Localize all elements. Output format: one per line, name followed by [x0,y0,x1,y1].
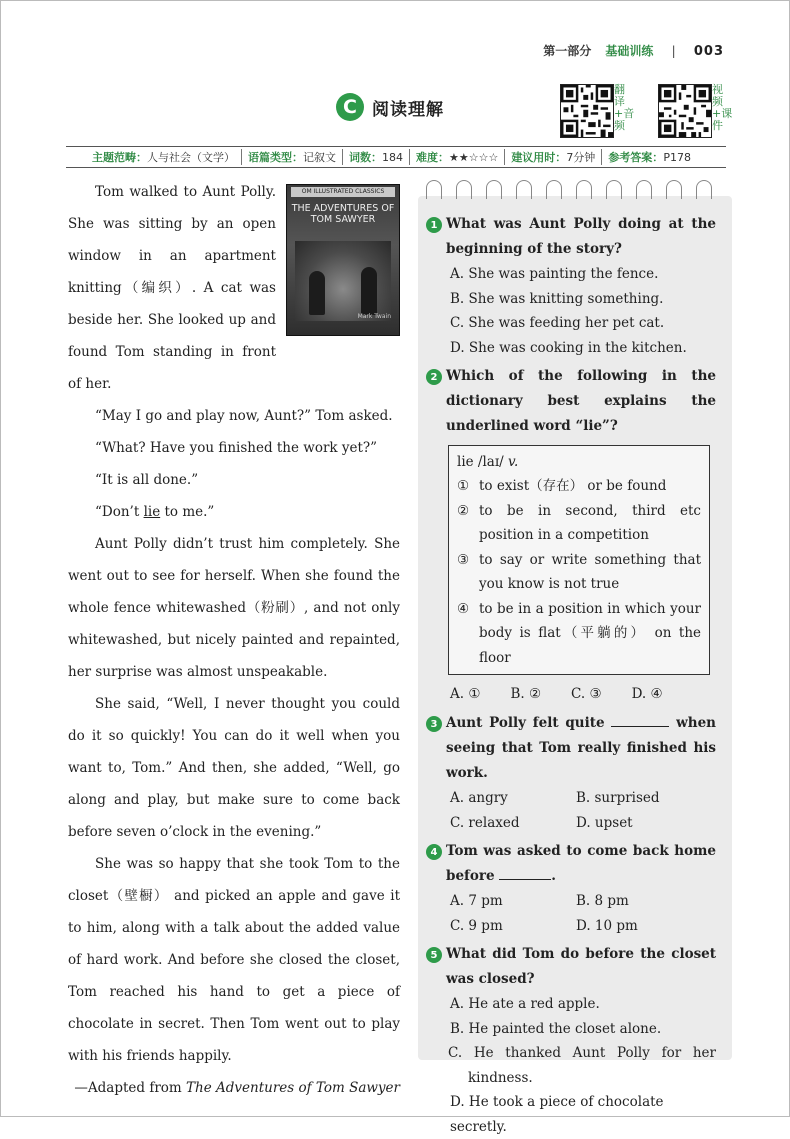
ring-icon [546,180,562,199]
question-number-badge: 4 [426,844,442,860]
reading-logo-icon: C [336,93,364,121]
question-list [426,208,716,1139]
passage-paragraph: Tom walked to Aunt Polly. She was sitting by an open window in an apartment knitting（编织）. A cat was beside her. She looked up and found Tom standing in front of her. [68,184,276,392]
question-text: Tom was asked to come back home before . [446,843,716,884]
answer-option[interactable]: C. relaxed [450,814,520,831]
answer-option[interactable]: B. She was knitting something. [450,290,664,307]
meta-answer-ref: 参考答案： P178 [601,149,697,165]
meta-word-count: 词数： 184 [342,149,409,165]
passage-paragraph: “May I go and play now, Aunt?” Tom asked. [95,408,393,424]
answer-option[interactable]: C. ③ [571,686,602,702]
header-separator: | [671,44,676,58]
answer-blank[interactable] [611,712,669,727]
ring-icon [606,180,622,199]
question-text: Aunt Polly felt quite when seeing that Tom really finished his work. [446,711,716,786]
section-heading [336,92,444,122]
meta-text-type: 语篇类型： 记叙文 [241,149,342,165]
ring-icon [426,180,442,199]
question-4 [426,839,716,889]
passage-paragraph: She was so happy that she took Tom to the closet（壁橱） and picked an apple and gave it to him, along with a talk about the added value of hard work. And before she closed the closet, Tom reached his hand to get a piece of chocolate in secret. Then Tom went out to play with his friends happily. [68,856,400,1064]
header-part: 第一部分 [543,44,592,58]
book-cover-title: THE ADVENTURES OF TOM SAWYER [291,203,395,225]
question-3 [426,711,716,786]
passage-source: —Adapted from The Adventures of Tom Sawyer [74,1080,400,1096]
answer-option[interactable]: C. She was feeding her pet cat. [450,315,665,331]
book-cover-author: Mark Twain [357,313,391,320]
dictionary-headword: lie /laɪ/ v. [457,454,519,470]
meta-difficulty: 难度： ★★☆☆☆ [409,149,504,165]
notebook-rings [420,180,730,204]
qr-code-translation[interactable] [560,84,614,138]
passage-paragraph: “It is all done.” [95,472,199,488]
meta-suggested-time: 建议用时： 7分钟 [504,149,601,165]
qr-code-video[interactable] [658,84,712,138]
question-5 [426,942,716,992]
dictionary-definition: ① to exist（存在） or be found [457,478,667,494]
answer-option[interactable]: D. He took a piece of chocolate secretly. [450,1094,664,1135]
answer-options-grid [426,889,716,938]
book-cover-band: OM ILLUSTRATED CLASSICS [291,187,395,197]
question-1 [426,212,716,262]
answer-options-row [426,681,716,707]
qr-label-video: 视频+课件 [712,83,733,132]
question-number-badge: 3 [426,716,442,732]
question-text: What did Tom do before the closet was closed? [446,946,716,987]
answer-option[interactable]: D. 10 pm [576,917,638,934]
section-title: 阅读理解 [372,99,444,120]
answer-option[interactable]: D. She was cooking in the kitchen. [450,339,687,356]
answer-option[interactable]: D. ④ [631,686,663,702]
passage-paragraph: She said, “Well, I never thought you could do it so quickly! You can do it well when you want to, Tom.” And then, she added, “Well, go along and play, but make sure to come back before seven o’clock in the evening.” [68,696,400,840]
question-number-badge: 2 [426,369,442,385]
ring-icon [666,180,682,199]
qr-label-translation: 翻译+音频 [614,83,635,132]
question-number-badge: 5 [426,947,442,963]
dictionary-definition: ② to be in second, third etc position in a competition [457,502,701,543]
answer-option[interactable]: A. 7 pm [450,893,503,909]
book-cover-figure [309,271,325,315]
answer-option[interactable]: D. upset [576,814,633,831]
dictionary-definition: ④ to be in a position in which your body is flat（平躺的） on the floor [457,600,701,666]
book-cover-image [286,184,400,336]
answer-option[interactable]: C. He thanked Aunt Polly for her kindness. [448,1045,716,1086]
lesson-info-bar [66,146,726,168]
passage-paragraph: “Don’t lie to me.” [95,504,215,520]
answer-option[interactable]: B. ② [510,686,542,702]
answer-option[interactable]: A. ① [450,686,481,702]
meta-theme: 主题范畴： 人与社会（文学） [92,151,235,164]
ring-icon [576,180,592,199]
question-text: Which of the following in the dictionary best explains the underlined word “lie”? [446,368,716,434]
answer-option[interactable]: A. angry [450,790,508,806]
ring-icon [456,180,472,199]
answer-option[interactable]: C. 9 pm [450,917,503,934]
running-header [543,42,724,59]
passage-paragraph: “What? Have you finished the work yet?” [95,440,378,456]
answer-option[interactable]: A. She was painting the fence. [450,266,659,282]
passage-paragraph: Aunt Polly didn’t trust him completely. She went out to see for herself. When she found the whole fence whitewashed（粉刷）, and not only whitewashed, but nicely painted and repainted, her surprise was almost unspeakable. [68,536,400,680]
answer-options-grid [426,786,716,835]
difficulty-stars: ★★☆☆☆ [449,150,499,164]
answer-option[interactable]: B. He painted the closet alone. [450,1020,662,1037]
ring-icon [636,180,652,199]
dictionary-box [448,445,710,675]
answer-option[interactable]: B. surprised [576,790,660,806]
header-section: 基础训练 [605,44,654,58]
underlined-word-lie: lie [143,504,161,520]
page-number: 003 [693,44,724,59]
answer-option[interactable]: A. He ate a red apple. [450,996,600,1012]
answer-option[interactable]: B. 8 pm [576,893,629,909]
question-2 [426,364,716,439]
question-text: What was Aunt Polly doing at the beginning of the story? [446,216,716,257]
ring-icon [516,180,532,199]
ring-icon [486,180,502,199]
dictionary-definition: ③ to say or write something that you know is not true [457,551,701,592]
answer-blank[interactable] [499,865,551,880]
question-number-badge: 1 [426,217,442,233]
reading-passage [68,176,400,1104]
ring-icon [696,180,712,199]
